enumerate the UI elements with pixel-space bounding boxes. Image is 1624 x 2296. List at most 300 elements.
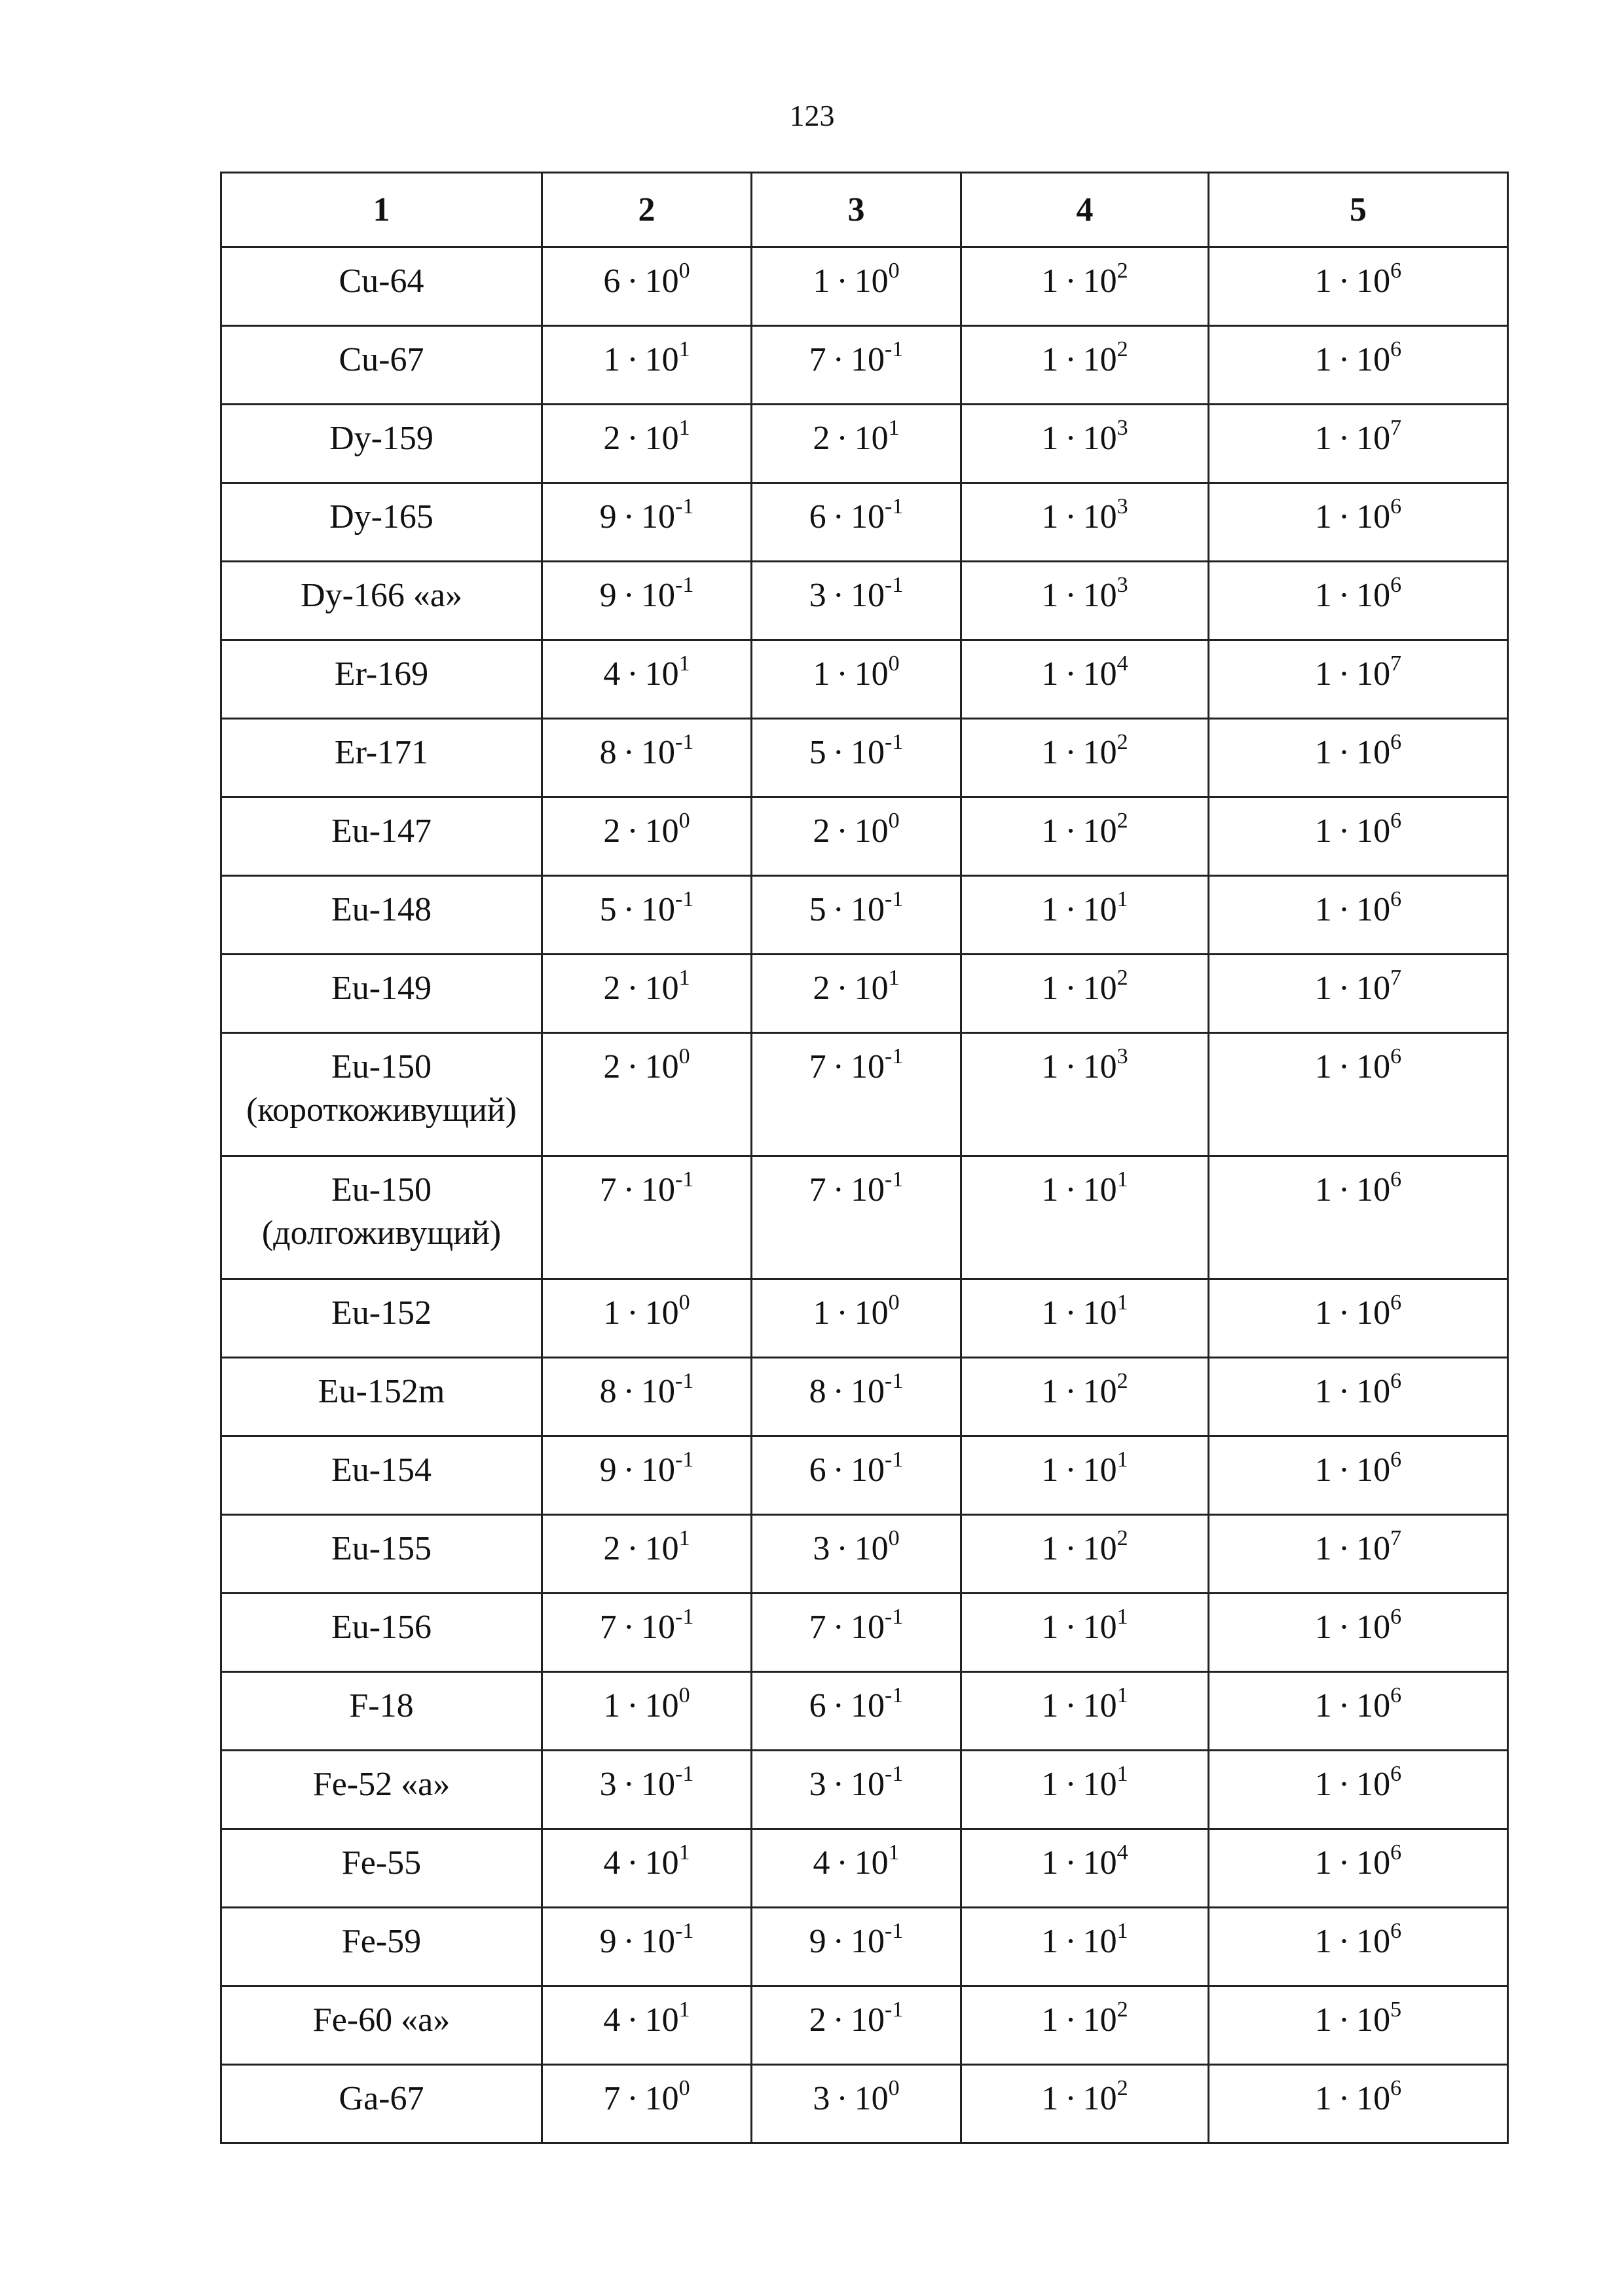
exponent: -1	[885, 730, 904, 754]
header-row	[221, 173, 1508, 247]
value-cell	[1209, 1358, 1508, 1436]
multiply-dot: ·	[1338, 2001, 1350, 2039]
value-cell	[1209, 955, 1508, 1033]
mantissa: 1	[1041, 577, 1059, 614]
exponent: 6	[1390, 2076, 1402, 2100]
base-ten: 10	[1082, 812, 1117, 850]
multiply-dot: ·	[1338, 812, 1350, 850]
value-cell	[752, 955, 961, 1033]
mantissa: 8	[599, 1373, 617, 1410]
value-cell	[1209, 640, 1508, 719]
base-ten: 10	[1356, 1530, 1391, 1567]
mantissa: 1	[1041, 655, 1059, 693]
table-body	[221, 247, 1508, 2143]
nuclide-name: Eu-154	[331, 1451, 432, 1489]
base-ten: 10	[1356, 891, 1391, 928]
nuclide-name-cell	[221, 1672, 542, 1751]
value-cell	[1209, 562, 1508, 640]
nuclide-name-cell	[221, 1033, 542, 1156]
multiply-dot: ·	[1338, 577, 1350, 614]
nuclide-name-cell	[221, 1358, 542, 1436]
exponent: 1	[1116, 1448, 1128, 1472]
multiply-dot: ·	[627, 1048, 638, 1085]
column-header: 1	[221, 173, 542, 247]
table-row	[221, 1436, 1508, 1515]
value-cell	[1209, 1829, 1508, 1908]
base-ten: 10	[644, 970, 679, 1007]
table-row	[221, 1751, 1508, 1829]
column-header: 3	[752, 173, 961, 247]
mantissa: 9	[599, 1451, 617, 1489]
multiply-dot: ·	[1065, 498, 1077, 536]
exponent: 1	[1116, 1290, 1128, 1315]
multiply-dot: ·	[1065, 1923, 1077, 1960]
value-cell	[961, 1908, 1209, 1986]
multiply-dot: ·	[832, 1609, 844, 1646]
value-cell	[542, 1279, 752, 1358]
exponent: 3	[1116, 573, 1128, 597]
multiply-dot: ·	[623, 1373, 635, 1410]
exponent: 2	[1116, 1369, 1128, 1393]
mantissa: 1	[1314, 1687, 1332, 1724]
multiply-dot: ·	[832, 498, 844, 536]
exponent: -1	[885, 337, 904, 361]
exponent: 6	[1390, 1683, 1402, 1707]
base-ten: 10	[1356, 577, 1391, 614]
multiply-dot: ·	[836, 812, 848, 850]
value-cell	[961, 247, 1209, 326]
mantissa: 9	[809, 1923, 826, 1960]
base-ten: 10	[1356, 498, 1391, 536]
mantissa: 1	[813, 263, 830, 300]
value-cell	[752, 1672, 961, 1751]
nuclide-name-cell	[221, 1829, 542, 1908]
multiply-dot: ·	[627, 655, 638, 693]
mantissa: 7	[599, 1609, 617, 1646]
nuclide-name-cell	[221, 955, 542, 1033]
base-ten: 10	[1082, 655, 1117, 693]
base-ten: 10	[644, 1048, 679, 1085]
exponent: 0	[888, 1526, 900, 1550]
base-ten: 10	[851, 1451, 885, 1489]
base-ten: 10	[851, 341, 885, 378]
mantissa: 1	[1041, 812, 1059, 850]
nuclide-name: Eu-152	[331, 1294, 432, 1332]
exponent: 6	[1390, 1919, 1402, 1943]
multiply-dot: ·	[836, 655, 848, 693]
base-ten: 10	[1082, 1844, 1117, 1882]
nuclide-name: Eu-155	[331, 1530, 432, 1567]
mantissa: 1	[603, 1294, 621, 1332]
base-ten: 10	[1356, 1609, 1391, 1646]
multiply-dot: ·	[1338, 1687, 1350, 1724]
mantissa: 1	[1314, 1844, 1332, 1882]
exponent: 1	[1116, 1762, 1128, 1786]
multiply-dot: ·	[627, 1530, 638, 1567]
multiply-dot: ·	[832, 577, 844, 614]
base-ten: 10	[1356, 1451, 1391, 1489]
base-ten: 10	[644, 1530, 679, 1567]
mantissa: 1	[1314, 1171, 1332, 1209]
exponent: 6	[1390, 494, 1402, 519]
base-ten: 10	[641, 1451, 675, 1489]
exponent: -1	[675, 1369, 694, 1393]
multiply-dot: ·	[1338, 420, 1350, 457]
multiply-dot: ·	[1338, 1844, 1350, 1882]
exponent: 0	[678, 1044, 690, 1068]
base-ten: 10	[1356, 970, 1391, 1007]
table-row	[221, 1033, 1508, 1156]
nuclide-name: Dy-159	[329, 420, 434, 457]
multiply-dot: ·	[1338, 1766, 1350, 1803]
mantissa: 1	[1314, 420, 1332, 457]
nuclide-name: Eu-148	[331, 891, 432, 928]
base-ten: 10	[1082, 1294, 1117, 1332]
multiply-dot: ·	[1065, 1766, 1077, 1803]
multiply-dot: ·	[627, 1687, 638, 1724]
base-ten: 10	[854, 420, 889, 457]
value-cell	[542, 405, 752, 483]
nuclide-name-cell	[221, 1515, 542, 1594]
multiply-dot: ·	[1338, 655, 1350, 693]
nuclide-name-cell	[221, 2065, 542, 2143]
value-cell	[752, 1279, 961, 1358]
value-cell	[542, 247, 752, 326]
multiply-dot: ·	[627, 341, 638, 378]
multiply-dot: ·	[627, 263, 638, 300]
mantissa: 3	[809, 1766, 826, 1803]
exponent: -1	[885, 1044, 904, 1068]
mantissa: 1	[1314, 1766, 1332, 1803]
table-row	[221, 719, 1508, 797]
mantissa: 1	[1041, 341, 1059, 378]
base-ten: 10	[1356, 2001, 1391, 2039]
column-header: 5	[1209, 173, 1508, 247]
base-ten: 10	[644, 812, 679, 850]
exponent: 1	[1116, 1683, 1128, 1707]
base-ten: 10	[851, 1766, 885, 1803]
exponent: 6	[1390, 1605, 1402, 1629]
exponent: 1	[678, 651, 690, 676]
value-cell	[752, 1515, 961, 1594]
nuclide-name: Dy-166 «a»	[301, 577, 462, 614]
base-ten: 10	[851, 1048, 885, 1085]
base-ten: 10	[854, 263, 889, 300]
value-cell	[542, 1986, 752, 2065]
value-cell	[1209, 1515, 1508, 1594]
base-ten: 10	[1082, 1530, 1117, 1567]
value-cell	[752, 562, 961, 640]
multiply-dot: ·	[1065, 420, 1077, 457]
mantissa: 1	[1041, 420, 1059, 457]
nuclide-name-cell	[221, 876, 542, 955]
mantissa: 1	[603, 341, 621, 378]
nuclide-name-cell	[221, 405, 542, 483]
multiply-dot: ·	[836, 1844, 848, 1882]
multiply-dot: ·	[1338, 1451, 1350, 1489]
exponent: 6	[1390, 809, 1402, 833]
value-cell	[961, 1751, 1209, 1829]
mantissa: 1	[1314, 812, 1332, 850]
table-row	[221, 1515, 1508, 1594]
nuclide-name-cell	[221, 1986, 542, 2065]
value-cell	[542, 1156, 752, 1279]
value-cell	[961, 562, 1209, 640]
value-cell	[752, 640, 961, 719]
multiply-dot: ·	[1338, 1048, 1350, 1085]
nuclide-name-cell	[221, 562, 542, 640]
base-ten: 10	[851, 2001, 885, 2039]
value-cell	[1209, 876, 1508, 955]
value-cell	[542, 1033, 752, 1156]
mantissa: 1	[1314, 577, 1332, 614]
mantissa: 1	[1314, 734, 1332, 771]
multiply-dot: ·	[1065, 1687, 1077, 1724]
value-cell	[961, 1594, 1209, 1672]
nuclide-name: Cu-64	[339, 263, 424, 300]
exponent: 0	[678, 2076, 690, 2100]
mantissa: 5	[809, 734, 826, 771]
value-cell	[961, 876, 1209, 955]
value-cell	[961, 640, 1209, 719]
exponent: -1	[885, 494, 904, 519]
multiply-dot: ·	[1065, 2080, 1077, 2117]
multiply-dot: ·	[1338, 2080, 1350, 2117]
base-ten: 10	[1356, 655, 1391, 693]
mantissa: 1	[1041, 1609, 1059, 1646]
base-ten: 10	[644, 263, 679, 300]
exponent: -1	[885, 1919, 904, 1943]
exponent: 4	[1116, 651, 1128, 676]
mantissa: 1	[1314, 970, 1332, 1007]
value-cell	[542, 1436, 752, 1515]
mantissa: 1	[813, 1294, 830, 1332]
base-ten: 10	[851, 1373, 885, 1410]
multiply-dot: ·	[1065, 891, 1077, 928]
base-ten: 10	[1356, 1171, 1391, 1209]
exponent: 6	[1390, 1167, 1402, 1192]
mantissa: 1	[1314, 498, 1332, 536]
table-row	[221, 1672, 1508, 1751]
table-row	[221, 640, 1508, 719]
table-row	[221, 1594, 1508, 1672]
exponent: 3	[1116, 1044, 1128, 1068]
mantissa: 1	[1041, 2001, 1059, 2039]
value-cell	[1209, 1908, 1508, 1986]
mantissa: 3	[809, 577, 826, 614]
mantissa: 1	[1314, 1451, 1332, 1489]
multiply-dot: ·	[623, 891, 635, 928]
base-ten: 10	[1082, 970, 1117, 1007]
mantissa: 1	[1041, 1294, 1059, 1332]
base-ten: 10	[851, 891, 885, 928]
mantissa: 3	[813, 2080, 830, 2117]
multiply-dot: ·	[623, 1171, 635, 1209]
multiply-dot: ·	[1065, 812, 1077, 850]
exponent: 2	[1116, 1526, 1128, 1550]
exponent: 4	[1116, 1840, 1128, 1865]
column-header: 2	[542, 173, 752, 247]
multiply-dot: ·	[1065, 1171, 1077, 1209]
multiply-dot: ·	[1065, 2001, 1077, 2039]
value-cell	[961, 1033, 1209, 1156]
base-ten: 10	[1356, 812, 1391, 850]
value-cell	[542, 1672, 752, 1751]
base-ten: 10	[854, 1294, 889, 1332]
mantissa: 9	[599, 1923, 617, 1960]
exponent: 1	[888, 1840, 900, 1865]
base-ten: 10	[851, 498, 885, 536]
value-cell	[752, 1986, 961, 2065]
base-ten: 10	[1082, 263, 1117, 300]
value-cell	[752, 1751, 961, 1829]
exponent: -1	[885, 573, 904, 597]
exponent: 7	[1390, 966, 1402, 990]
multiply-dot: ·	[1065, 1530, 1077, 1567]
base-ten: 10	[644, 655, 679, 693]
value-cell	[961, 719, 1209, 797]
exponent: 6	[1390, 1369, 1402, 1393]
value-cell	[542, 2065, 752, 2143]
mantissa: 1	[1041, 1687, 1059, 1724]
exponent: 1	[678, 1526, 690, 1550]
multiply-dot: ·	[1065, 970, 1077, 1007]
base-ten: 10	[1356, 1923, 1391, 1960]
multiply-dot: ·	[1338, 1373, 1350, 1410]
value-cell	[752, 483, 961, 562]
exponent: 6	[1390, 259, 1402, 283]
exponent: 2	[1116, 337, 1128, 361]
mantissa: 2	[813, 812, 830, 850]
multiply-dot: ·	[1065, 655, 1077, 693]
exponent: -1	[675, 1762, 694, 1786]
mantissa: 1	[1314, 2080, 1332, 2117]
mantissa: 4	[813, 1844, 830, 1882]
mantissa: 2	[603, 1048, 621, 1085]
multiply-dot: ·	[836, 2080, 848, 2117]
exponent: 6	[1390, 573, 1402, 597]
multiply-dot: ·	[836, 263, 848, 300]
base-ten: 10	[1356, 263, 1391, 300]
mantissa: 2	[813, 420, 830, 457]
base-ten: 10	[644, 2080, 679, 2117]
value-cell	[1209, 1751, 1508, 1829]
multiply-dot: ·	[836, 970, 848, 1007]
table-row	[221, 1986, 1508, 2065]
base-ten: 10	[641, 577, 675, 614]
multiply-dot: ·	[623, 1451, 635, 1489]
exponent: 1	[1116, 1605, 1128, 1629]
base-ten: 10	[854, 812, 889, 850]
exponent: 0	[888, 651, 900, 676]
multiply-dot: ·	[623, 577, 635, 614]
base-ten: 10	[1082, 734, 1117, 771]
multiply-dot: ·	[832, 891, 844, 928]
multiply-dot: ·	[1065, 734, 1077, 771]
table-row	[221, 797, 1508, 876]
base-ten: 10	[641, 498, 675, 536]
mantissa: 5	[809, 891, 826, 928]
multiply-dot: ·	[1065, 1373, 1077, 1410]
mantissa: 9	[599, 577, 617, 614]
exponent: 0	[678, 259, 690, 283]
nuclide-name-cell	[221, 1156, 542, 1279]
value-cell	[1209, 1279, 1508, 1358]
exponent: 1	[1116, 887, 1128, 911]
nuclide-name: Er-169	[334, 655, 429, 693]
exponent: 0	[888, 809, 900, 833]
value-cell	[961, 326, 1209, 405]
exponent: -1	[885, 1167, 904, 1192]
mantissa: 7	[809, 1048, 826, 1085]
mantissa: 1	[1041, 1766, 1059, 1803]
mantissa: 1	[1314, 1923, 1332, 1960]
nuclide-qualifier: (долгоживущий)	[261, 1214, 502, 1252]
multiply-dot: ·	[832, 341, 844, 378]
base-ten: 10	[1082, 498, 1117, 536]
multiply-dot: ·	[832, 1923, 844, 1960]
value-cell	[752, 1908, 961, 1986]
value-cell	[542, 1751, 752, 1829]
exponent: 1	[1116, 1167, 1128, 1192]
value-cell	[752, 1594, 961, 1672]
base-ten: 10	[644, 1844, 679, 1882]
exponent: 2	[1116, 730, 1128, 754]
base-ten: 10	[641, 1766, 675, 1803]
value-cell	[542, 1829, 752, 1908]
exponent: 1	[888, 966, 900, 990]
multiply-dot: ·	[623, 1923, 635, 1960]
base-ten: 10	[1356, 734, 1391, 771]
nuclide-name-cell	[221, 640, 542, 719]
mantissa: 1	[1314, 655, 1332, 693]
exponent: 1	[678, 416, 690, 440]
value-cell	[752, 1829, 961, 1908]
exponent: 1	[678, 1997, 690, 2022]
table-row	[221, 1156, 1508, 1279]
exponent: 6	[1390, 1044, 1402, 1068]
exponent: -1	[675, 887, 694, 911]
mantissa: 1	[1041, 1171, 1059, 1209]
multiply-dot: ·	[627, 2080, 638, 2117]
multiply-dot: ·	[1065, 1609, 1077, 1646]
exponent: 6	[1390, 1840, 1402, 1865]
mantissa: 8	[809, 1373, 826, 1410]
value-cell	[752, 326, 961, 405]
multiply-dot: ·	[1338, 891, 1350, 928]
exponent: 1	[678, 1840, 690, 1865]
multiply-dot: ·	[836, 1530, 848, 1567]
base-ten: 10	[1082, 1923, 1117, 1960]
table-row	[221, 2065, 1508, 2143]
multiply-dot: ·	[836, 1294, 848, 1332]
nuclide-name: Er-171	[334, 734, 429, 771]
exponent: 6	[1390, 337, 1402, 361]
mantissa: 7	[599, 1171, 617, 1209]
nuclide-name-cell	[221, 326, 542, 405]
value-cell	[542, 1908, 752, 1986]
base-ten: 10	[644, 2001, 679, 2039]
mantissa: 1	[1041, 498, 1059, 536]
base-ten: 10	[1356, 1844, 1391, 1882]
multiply-dot: ·	[627, 1844, 638, 1882]
mantissa: 1	[1041, 1048, 1059, 1085]
base-ten: 10	[854, 2080, 889, 2117]
mantissa: 7	[809, 341, 826, 378]
multiply-dot: ·	[1065, 1048, 1077, 1085]
mantissa: 8	[599, 734, 617, 771]
multiply-dot: ·	[623, 734, 635, 771]
